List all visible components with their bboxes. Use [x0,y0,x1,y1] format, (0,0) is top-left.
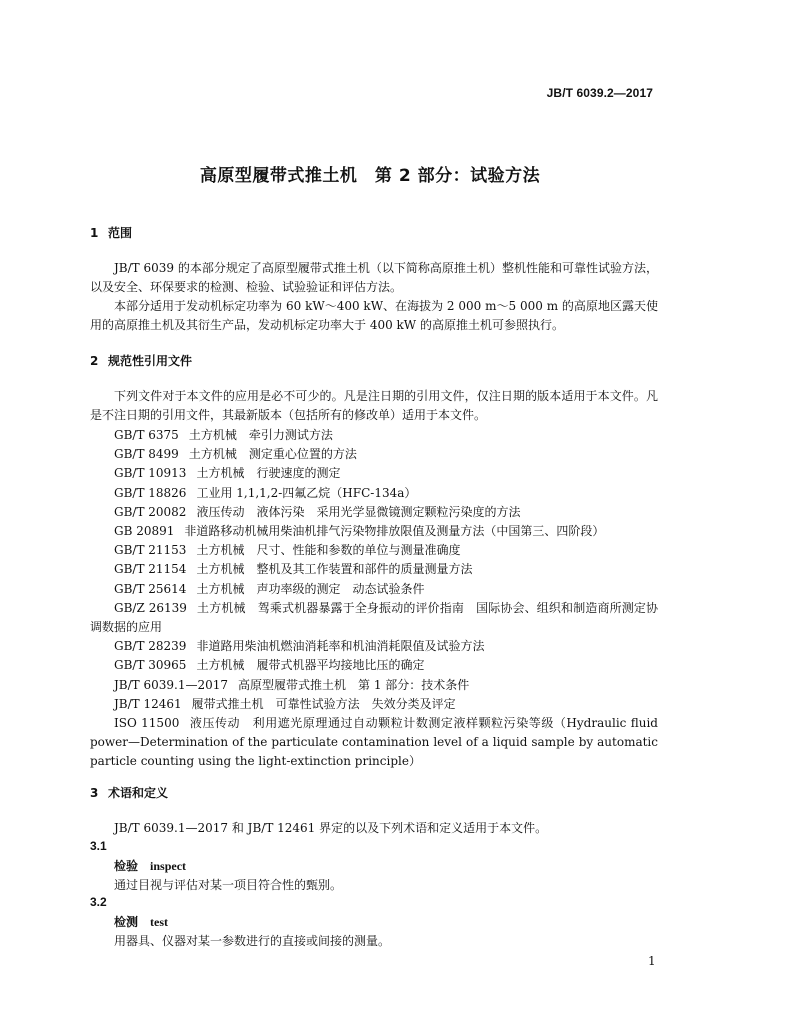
reference-title: 土方机械 履带式机器平均接地比压的确定 [196,658,425,673]
reference-code: GB 20891 [114,524,175,539]
reference-title: 土方机械 测定重心位置的方法 [188,447,357,462]
terms-intro: JB/T 6039.1—2017 和 JB/T 12461 界定的以及下列术语和定义适用于本文件。 [114,821,548,835]
page-number: 1 [648,954,656,968]
reference-item [90,656,658,675]
reference-item [90,599,658,637]
term-number: 3.2 [90,895,107,909]
reference-code: GB/T 6375 [114,428,179,442]
standard-code: JB/T 6039.2—2017 [546,86,653,100]
reference-code: GB/T 28239 [114,639,187,654]
term-name [114,857,186,874]
reference-title: 土方机械 尺寸、性能和参数的单位与测量准确度 [196,543,461,558]
section-heading-scope [90,224,132,241]
reference-code: GB/T 20082 [114,504,187,519]
reference-item [90,541,658,560]
reference-title: 非道路用柴油机燃油消耗率和机油消耗限值及试验方法 [196,639,485,654]
reference-code: GB/T 18826 [114,485,187,500]
term-en: test [150,915,169,929]
reference-item [90,426,658,445]
section-heading-normative-references [90,352,192,369]
reference-item [90,464,658,483]
reference-code: ISO 11500 [114,716,180,731]
document-title: 高原型履带式推土机 第 2 部分：试验方法 [199,166,541,186]
reference-title: 土方机械 整机及其工作装置和部件的质量测量方法 [196,562,473,577]
section-title: 范围 [108,226,133,240]
term-zh: 检测 [114,915,139,929]
section-number: 1 [90,226,99,240]
reference-title: 高原型履带式推土机 第 1 部分：技术条件 [238,677,470,692]
reference-item [90,714,658,772]
reference-title: 土方机械 牵引力测试方法 [188,428,333,442]
reference-item [90,580,658,599]
section-title: 规范性引用文件 [108,354,193,368]
references-intro: 下列文件对于本文件的应用是必不可少的。凡是注日期的引用文件，仅注日期的版本适用于本文件。凡是不注日期的引用文件，其最新版本（包括所有的修改单）适用于本文件。 [90,389,658,422]
reference-code: GB/T 30965 [114,658,187,673]
term-definition: 通过目视与评估对某一项目符合性的甄别。 [114,878,343,892]
section-heading-terms [90,784,168,801]
reference-item [90,503,658,522]
reference-item [90,560,658,579]
term-en: inspect [150,859,187,873]
reference-list [90,426,658,772]
reference-code: GB/T 25614 [114,581,187,596]
reference-title: 非道路移动机械用柴油机排气污染物排放限值及测量方法（中国第三、四阶段） [184,524,605,539]
reference-item [90,445,658,464]
reference-title: 土方机械 行驶速度的测定 [196,466,341,481]
reference-title: 液压传动 利用遮光原理通过自动颗粒计数测定液样颗粒污染等级（Hydraulic fluid power—Determination of the particulate contamination level of a liquid sample by automatic particle counting using the light-extinction principle） [90,716,658,769]
reference-code: GB/T 8499 [114,447,179,462]
reference-code: GB/T 21153 [114,543,187,558]
reference-item [90,695,658,714]
scope-paragraph-2: 本部分适用于发动机标定功率为 60 kW～400 kW、在海拔为 2 000 m～5 000 m 的高原地区露天使用的高原推土机及其衍生产品，发动机标定功率大于 400 kW 的高原推土机可参照执行。 [90,299,658,332]
scope-paragraph-1: JB/T 6039 的本部分规定了高原型履带式推土机（以下简称高原推土机）整机性能和可靠性试验方法，以及安全、环保要求的检测、检验、试验验证和评估方法。 [90,261,658,294]
reference-item [90,676,658,695]
reference-title: 履带式推土机 可靠性试验方法 失效分类及评定 [191,696,456,711]
reference-code: GB/Z 26139 [114,600,187,615]
term-zh: 检验 [114,859,139,873]
reference-item [90,522,658,541]
reference-title: 工业用 1,1,1,2-四氟乙烷（HFC-134a） [196,485,417,500]
reference-item [90,637,658,656]
section-number: 3 [90,786,99,800]
reference-title: 土方机械 声功率级的测定 动态试验条件 [196,581,425,596]
term-number: 3.1 [90,839,107,853]
term-definition: 用器具、仪器对某一参数进行的直接或间接的测量。 [114,934,391,948]
section-number: 2 [90,354,99,368]
term-name [114,913,168,930]
section-title: 术语和定义 [108,786,169,800]
reference-code: GB/T 21154 [114,562,187,577]
reference-code: JB/T 6039.1—2017 [114,677,229,692]
reference-title: 土方机械 驾乘式机器暴露于全身振动的评价指南 国际协会、组织和制造商所测定协调数据的应用 [90,600,658,635]
reference-title: 液压传动 液体污染 采用光学显微镜测定颗粒污染度的方法 [196,504,521,519]
reference-item [90,484,658,503]
reference-code: JB/T 12461 [114,696,182,711]
reference-code: GB/T 10913 [114,466,187,481]
